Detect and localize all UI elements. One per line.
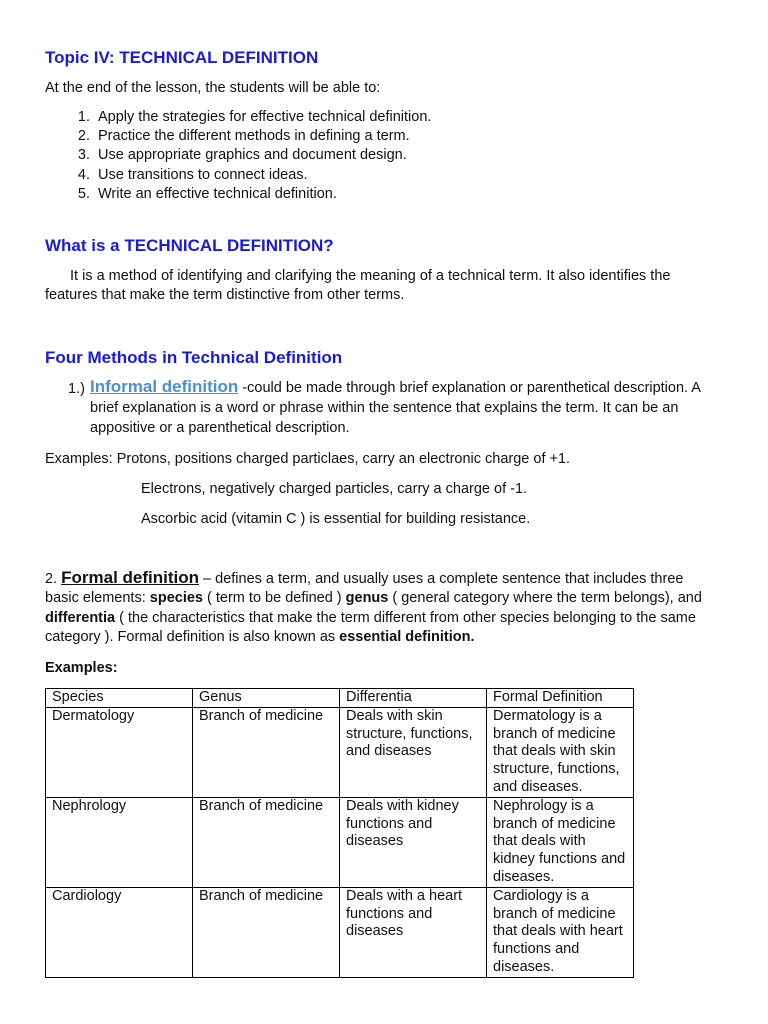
table-cell: Branch of medicine — [193, 797, 340, 887]
what-is-title: What is a TECHNICAL DEFINITION? — [45, 236, 334, 255]
list-item: 4 . Use transitions to connect ideas. — [45, 166, 431, 185]
table-cell: Deals with a heart functions and diseases — [340, 887, 487, 977]
table-cell: Branch of medicine — [193, 707, 340, 797]
column-header: Differentia — [340, 689, 487, 708]
table-row — [46, 707, 634, 797]
example-line: Examples: Protons, positions charged particlaes, carry an electronic charge of +1. — [45, 451, 571, 467]
differentia-label: differentia — [45, 609, 116, 626]
intro-text: At the end of the lesson, the students will be able to: — [45, 80, 381, 96]
list-item: 5 . Write an effective technical definition. — [45, 185, 431, 204]
informal-definition-item — [68, 377, 728, 438]
example-line: Electrons, negatively charged particles, carry a charge of -1. — [141, 481, 528, 497]
column-header: Species — [46, 689, 193, 708]
column-header: Genus — [193, 689, 340, 708]
list-item: 2 . Practice the different methods in defining a term. — [45, 127, 431, 146]
topic-title: Topic IV: TECHNICAL DEFINITION — [45, 48, 319, 67]
genus-label: genus — [345, 590, 389, 607]
table-cell: Dermatology is a branch of medicine that deals with skin structure, functions, and diseases. — [487, 707, 634, 797]
table-cell: Deals with skin structure, functions, and diseases — [340, 707, 487, 797]
informal-term: Informal definition — [90, 377, 239, 396]
objectives-list — [45, 108, 431, 204]
table-cell: Dermatology — [46, 707, 193, 797]
list-item: 1 . Apply the strategies for effective technical definition. — [45, 108, 431, 127]
examples-label: Examples: — [45, 660, 118, 676]
species-label: species — [149, 590, 203, 607]
table-row — [46, 797, 634, 887]
informal-description: -could be made through brief explanation or parenthetical description. A brief explanation is a word or phrase within the sentence that explains the term. It can be an appositive or a parenthetical description. — [90, 380, 701, 436]
table-cell: Nephrology — [46, 797, 193, 887]
informal-number: 1.) — [68, 381, 85, 397]
table-cell: Branch of medicine — [193, 887, 340, 977]
definitions-table — [45, 688, 634, 978]
table-cell: Cardiology — [46, 887, 193, 977]
formal-definition-paragraph: 2. Formal definition – defines a term, and usually uses a complete sentence that includes three basic elements: species ( term to be defined ) genus ( general category where the term belongs), and differentia ( the characteristics that make the term different from other species belonging to the same category ). Formal definition is also known as essential definition. — [45, 568, 702, 645]
methods-title: Four Methods in Technical Definition — [45, 348, 343, 367]
definition-paragraph: It is a method of identifying and clarifying the meaning of a technical term. It also identifies the features that make the term distinctive from other terms. — [45, 268, 671, 303]
column-header: Formal Definition — [487, 689, 634, 708]
table-header-row — [46, 689, 634, 708]
table-row — [46, 887, 634, 977]
table-cell: Cardiology is a branch of medicine that deals with heart functions and diseases. — [487, 887, 634, 977]
formal-term: Formal definition — [61, 568, 200, 587]
table-cell: Deals with kidney functions and diseases — [340, 797, 487, 887]
list-item: 3 . Use appropriate graphics and document design. — [45, 146, 431, 165]
formal-number: 2. — [45, 571, 58, 587]
example-line: Ascorbic acid (vitamin C ) is essential for building resistance. — [141, 511, 531, 527]
table-cell: Nephrology is a branch of medicine that deals with kidney functions and diseases. — [487, 797, 634, 887]
essential-label: essential definition. — [339, 628, 475, 645]
informal-body — [90, 377, 728, 438]
